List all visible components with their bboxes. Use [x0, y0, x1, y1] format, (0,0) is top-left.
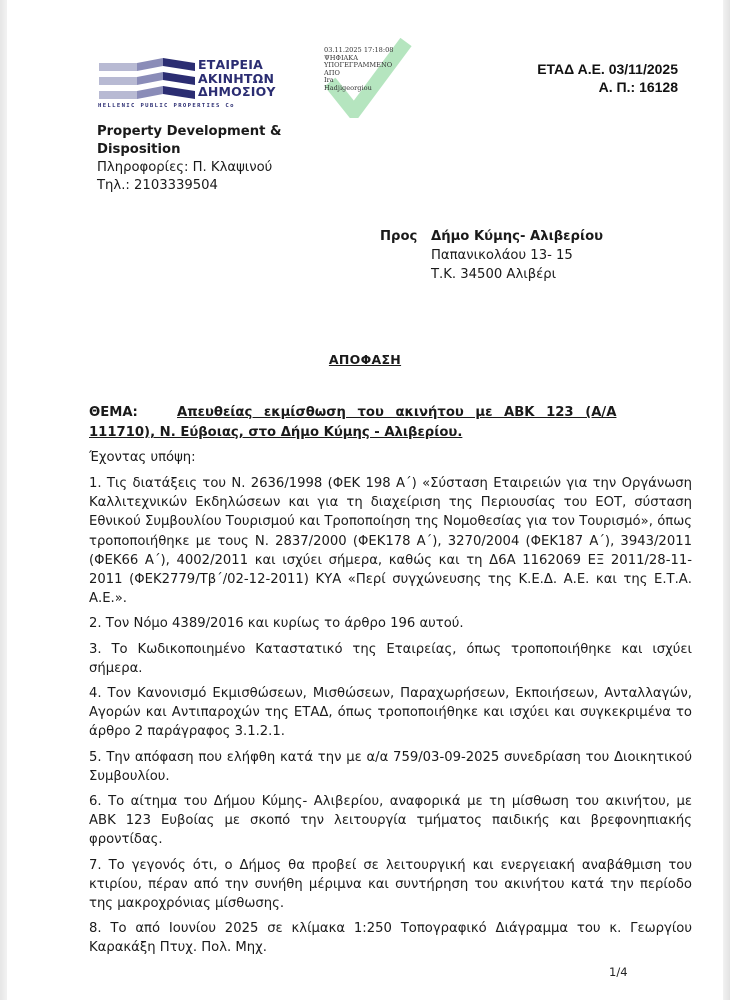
signer-last-name: Hadjigeorgiou [324, 83, 372, 92]
list-item: 7. Το γεγονός ότι, ο Δήμος θα προβεί σε λειτουργική και ενεργειακή αναβάθμιση του κτιρίου, πέραν από την συνήθη μέριμνα και συντήρηση του ακινήτου κατά την περίοδο της μακροχρόνιας μίσθωσης. [89, 857, 692, 912]
list-item: 3. Το Κωδικοποιημένο Καταστατικό της Εταιρείας, όπως τροποποιήθηκε και ισχύει σήμερα. [89, 641, 692, 676]
logo-wordmark [198, 58, 276, 99]
signer-first-name: Ira [324, 76, 334, 85]
signature-line: ΥΠΟΓΕΓΡΑΜΜΕΝΟ [324, 61, 393, 70]
department-name: Property Development & [97, 124, 282, 139]
list-item: 1. Τις διατάξεις του Ν. 2636/1998 (ΦΕΚ 198 Α΄) «Σύσταση Εταιρειών για την Οργάνωση Καλλιτεχνικών Εκδηλώσεων και για τη διαχείριση της Περιουσίας του ΕΟΤ, σύσταση Εθνικού Συμβουλίου Τουρισμού και Τροποποίηση της Νομοθεσίας για τον Τουρισμό», όπως τροποποιήθηκε με τους Ν. 2837/2000 (ΦΕΚ178 Α΄), 3270/2004 (ΦΕΚ187 Α΄), 3943/2011 (ΦΕΚ66 Α΄), 4002/2011 και ισχύει σήμερα, καθώς και τη Δ6Α 1162069 ΕΞ 2011/28-11-2011 (ΦΕΚ2779/Τβ΄/02-12-2011) ΚΥΑ «Περί συγχώνευσης της Κ.Ε.Δ. Α.Ε. και της Ε.Τ.Α. Α.Ε.». [89, 476, 692, 607]
list-item: 8. Το από Ιουνίου 2025 σε κλίμακα 1:250 Τοπογραφικό Διάγραμμα του κ. Γεωργίου Καρακάξη Πτυχ. Πολ. Μηχ. [89, 921, 692, 956]
subject-text-cont: 111710), Ν. Εύβοιας, στο Δήμο Κύμης - Αλιβερίου. [89, 425, 463, 440]
contact-person: Πληροφορίες: Π. Κλαψινού [97, 160, 273, 175]
signature-line: ΨΗΦΙΑΚΑ [324, 53, 358, 62]
list-item: 5. Την απόφαση που ελήφθη κατά την με α/α 759/03-09-2025 συνεδρίαση του Διοικητικού Συμβουλίου. [89, 749, 692, 784]
considering-intro: Έχοντας υπόψη: [89, 450, 196, 465]
building-stripes-icon [97, 58, 197, 102]
page-number: 1/4 [609, 965, 628, 979]
subject-text: Απευθείας εκμίσθωση του ακινήτου με ΑΒΚ 123 (Α/Α [177, 405, 617, 420]
list-item: 2. Τον Νόμο 4389/2016 και κυρίως το άρθρο 196 αυτού. [89, 616, 464, 632]
protocol-block [537, 60, 678, 96]
logo-line-1: ΕΤΑΙΡΕΙΑ [198, 57, 264, 72]
contact-phone: Τηλ.: 2103339504 [97, 178, 218, 193]
signature-text [324, 47, 393, 93]
recipient-address: Παπανικολάου 13- 15 [431, 248, 573, 263]
logo-subtitle: HELLENIC PUBLIC PROPERTIES Co [98, 103, 235, 109]
document-title: ΑΠΟΦΑΣΗ [328, 352, 402, 367]
subject-label: ΘΕΜΑ: [89, 405, 138, 420]
protocol-date: ΕΤΑΔ Α.Ε. 03/11/2025 [537, 61, 678, 77]
signature-line: ΑΠΟ [324, 68, 340, 77]
logo-line-2: ΑΚΙΝΗΤΩΝ [198, 70, 275, 86]
page-edge-right [723, 0, 730, 1000]
list-item: 4. Τον Κανονισμό Εκμισθώσεων, Μισθώσεων, Παραχωρήσεων, Εκποιήσεων, Ανταλλαγών, Αγορών και Αντιπαροχών της ΕΤΑΔ, όπως τροποποιήθηκε και ισχύει και συγκεκριμένα το άρθρο 2 παράγραφος 3.1.2.1. [89, 686, 692, 740]
recipient-name: Δήμο Κύμης- Αλιβερίου [431, 229, 604, 244]
protocol-number: Α. Π.: 16128 [598, 79, 678, 95]
company-logo [97, 58, 317, 114]
recipient-label: Προς [380, 229, 418, 244]
considerations-list [89, 474, 692, 964]
subject-block [89, 403, 692, 443]
digital-signature-stamp [318, 38, 428, 118]
department-name-cont: Disposition [97, 142, 181, 157]
page-edge-left [0, 0, 7, 1000]
sender-block [97, 123, 282, 195]
list-item: 6. Το αίτημα του Δήμου Κύμης- Αλιβερίου, αναφορικά με τη μίσθωση του ακινήτου, με ΑΒΚ 123 Ευβοίας με σκοπό την λειτουργία τμήματος παιδικής και βρεφονηπιακής φροντίδας. [89, 794, 692, 848]
signature-timestamp: 03.11.2025 17:18:08 [324, 46, 394, 54]
logo-line-3: ΔΗΜΟΣΙΟΥ [198, 84, 276, 99]
recipient-postal: Τ.Κ. 34500 Αλιβέρι [431, 267, 557, 282]
